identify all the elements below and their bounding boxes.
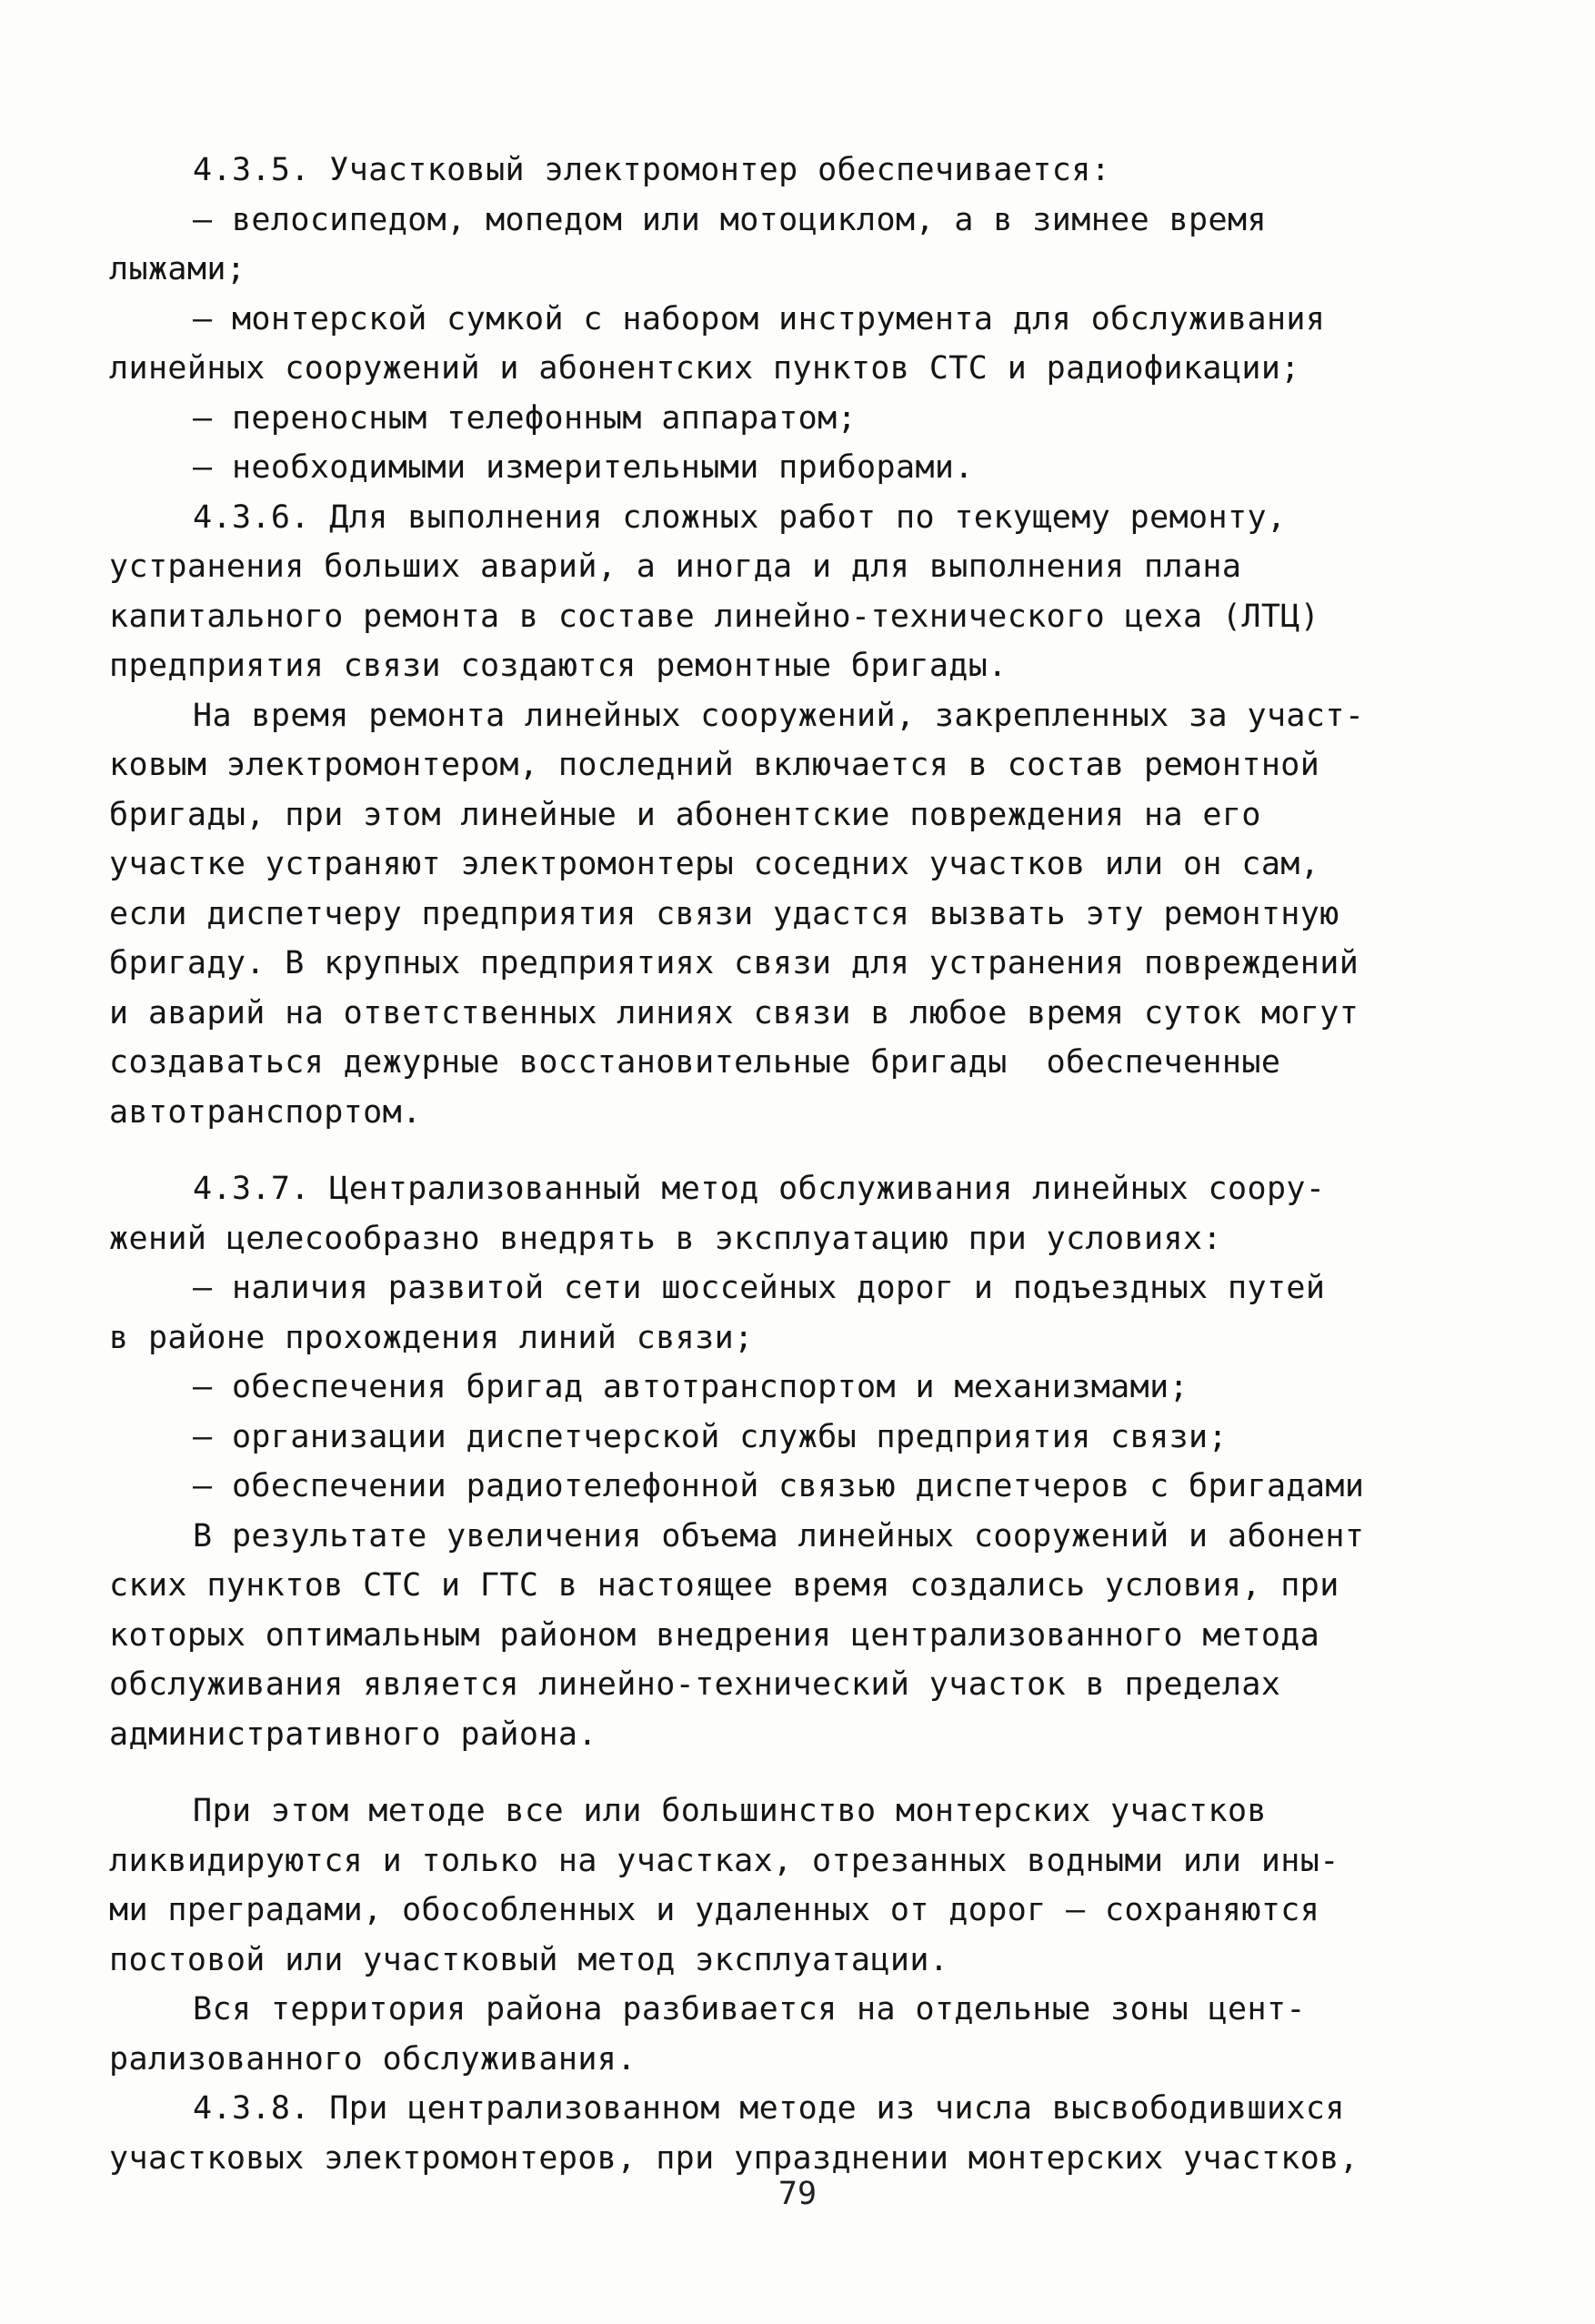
list-item: – обеспечении радиотелефонной связью диспетчеров с бригадами xyxy=(193,1468,1365,1504)
paragraph-line: участковых электромонтеров, при упразднении монтерских участков, xyxy=(109,2139,1359,2177)
paragraph-line: При этом методе все или большинство монтерских участков xyxy=(193,1793,1267,1829)
list-item-continuation: лыжами; xyxy=(109,251,246,287)
paragraph-line: административного района. xyxy=(109,1715,597,1753)
section-heading-4-3-5: 4.3.5. Участковый электромонтер обеспечивается: xyxy=(193,152,1111,188)
section-heading-4-3-7: 4.3.7. Централизованный метод обслуживания линейных соору- xyxy=(193,1171,1326,1207)
paragraph-line: устранения больших аварий, а иногда и для выполнения плана xyxy=(109,548,1242,585)
paragraph-line: В результате увеличения объема линейных сооружений и абонент xyxy=(193,1517,1365,1554)
body-text xyxy=(109,146,1365,2183)
paragraph-line: Вся территория района разбивается на отдельные зоны цент- xyxy=(193,1991,1306,2027)
paragraph-line: бригады, при этом линейные и абонентские повреждения на его xyxy=(109,796,1261,833)
paragraph-line: постовой или участковый метод эксплуатации. xyxy=(109,1941,949,1978)
paragraph-line: ми преградами, обособленных и удаленных от дорог – сохраняются xyxy=(109,1892,1320,1928)
paragraph-line: если диспетчеру предприятия связи удастся вызвать эту ремонтную xyxy=(109,895,1339,932)
list-item: – переносным телефонным аппаратом; xyxy=(193,399,858,437)
paragraph-line: ликвидируются и только на участках, отрезанных водными или ины- xyxy=(109,1842,1339,1879)
paragraph-line: которых оптимальным районом внедрения централизованного метода xyxy=(109,1616,1320,1654)
paragraph-line: капитального ремонта в составе линейно-технического цеха (ЛТЦ) xyxy=(109,598,1320,635)
list-item: – обеспечения бригад автотранспортом и механизмами; xyxy=(193,1369,1189,1405)
list-item-continuation: линейных сооружений и абонентских пунктов СТС и радиофикации; xyxy=(109,350,1300,387)
paragraph-line: На время ремонта линейных сооружений, закрепленных за участ- xyxy=(193,697,1365,734)
list-item: – организации диспетчерской службы предприятия связи; xyxy=(193,1418,1229,1455)
paragraph-line: создаваться дежурные восстановительные бригады обеспеченные xyxy=(109,1044,1281,1081)
paragraph-line: и аварий на ответственных линиях связи в любое время суток могут xyxy=(109,994,1359,1031)
page-number: 79 xyxy=(777,2176,818,2212)
list-item: – монтерской сумкой с набором инструмента для обслуживания xyxy=(193,300,1326,337)
section-heading-4-3-6: 4.3.6. Для выполнения сложных работ по текущему ремонту, xyxy=(193,498,1287,536)
paragraph-line: ских пунктов СТС и ГТС в настоящее время создались условия, при xyxy=(109,1567,1339,1604)
paragraph-line: обслуживания является линейно-технический участок в пределах xyxy=(109,1666,1281,1703)
paragraph-line: рализованного обслуживания. xyxy=(109,2040,637,2078)
list-item: – необходимыми измерительными приборами. xyxy=(193,449,974,486)
list-item: – наличия развитой сети шоссейных дорог и подъездных путей xyxy=(193,1270,1326,1306)
paragraph-line: жений целесообразно внедрять в эксплуатацию при условиях: xyxy=(109,1220,1222,1257)
section-heading-4-3-8: 4.3.8. При централизованном методе из числа высвободившихся xyxy=(193,2090,1345,2127)
paragraph-line: автотранспортом. xyxy=(109,1093,422,1131)
paragraph-line: участке устраняют электромонтеры соседних участков или он сам, xyxy=(109,846,1320,882)
paragraph-line: бригаду. В крупных предприятиях связи для устранения повреждений xyxy=(109,945,1359,981)
list-item: – велосипедом, мопедом или мотоциклом, а в зимнее время xyxy=(193,201,1267,238)
paragraph-line: ковым электромонтером, последний включается в состав ремонтной xyxy=(109,747,1320,783)
list-item-continuation: в районе прохождения линий связи; xyxy=(109,1319,754,1356)
paragraph-line: предприятия связи создаются ремонтные бригады. xyxy=(109,648,1008,684)
